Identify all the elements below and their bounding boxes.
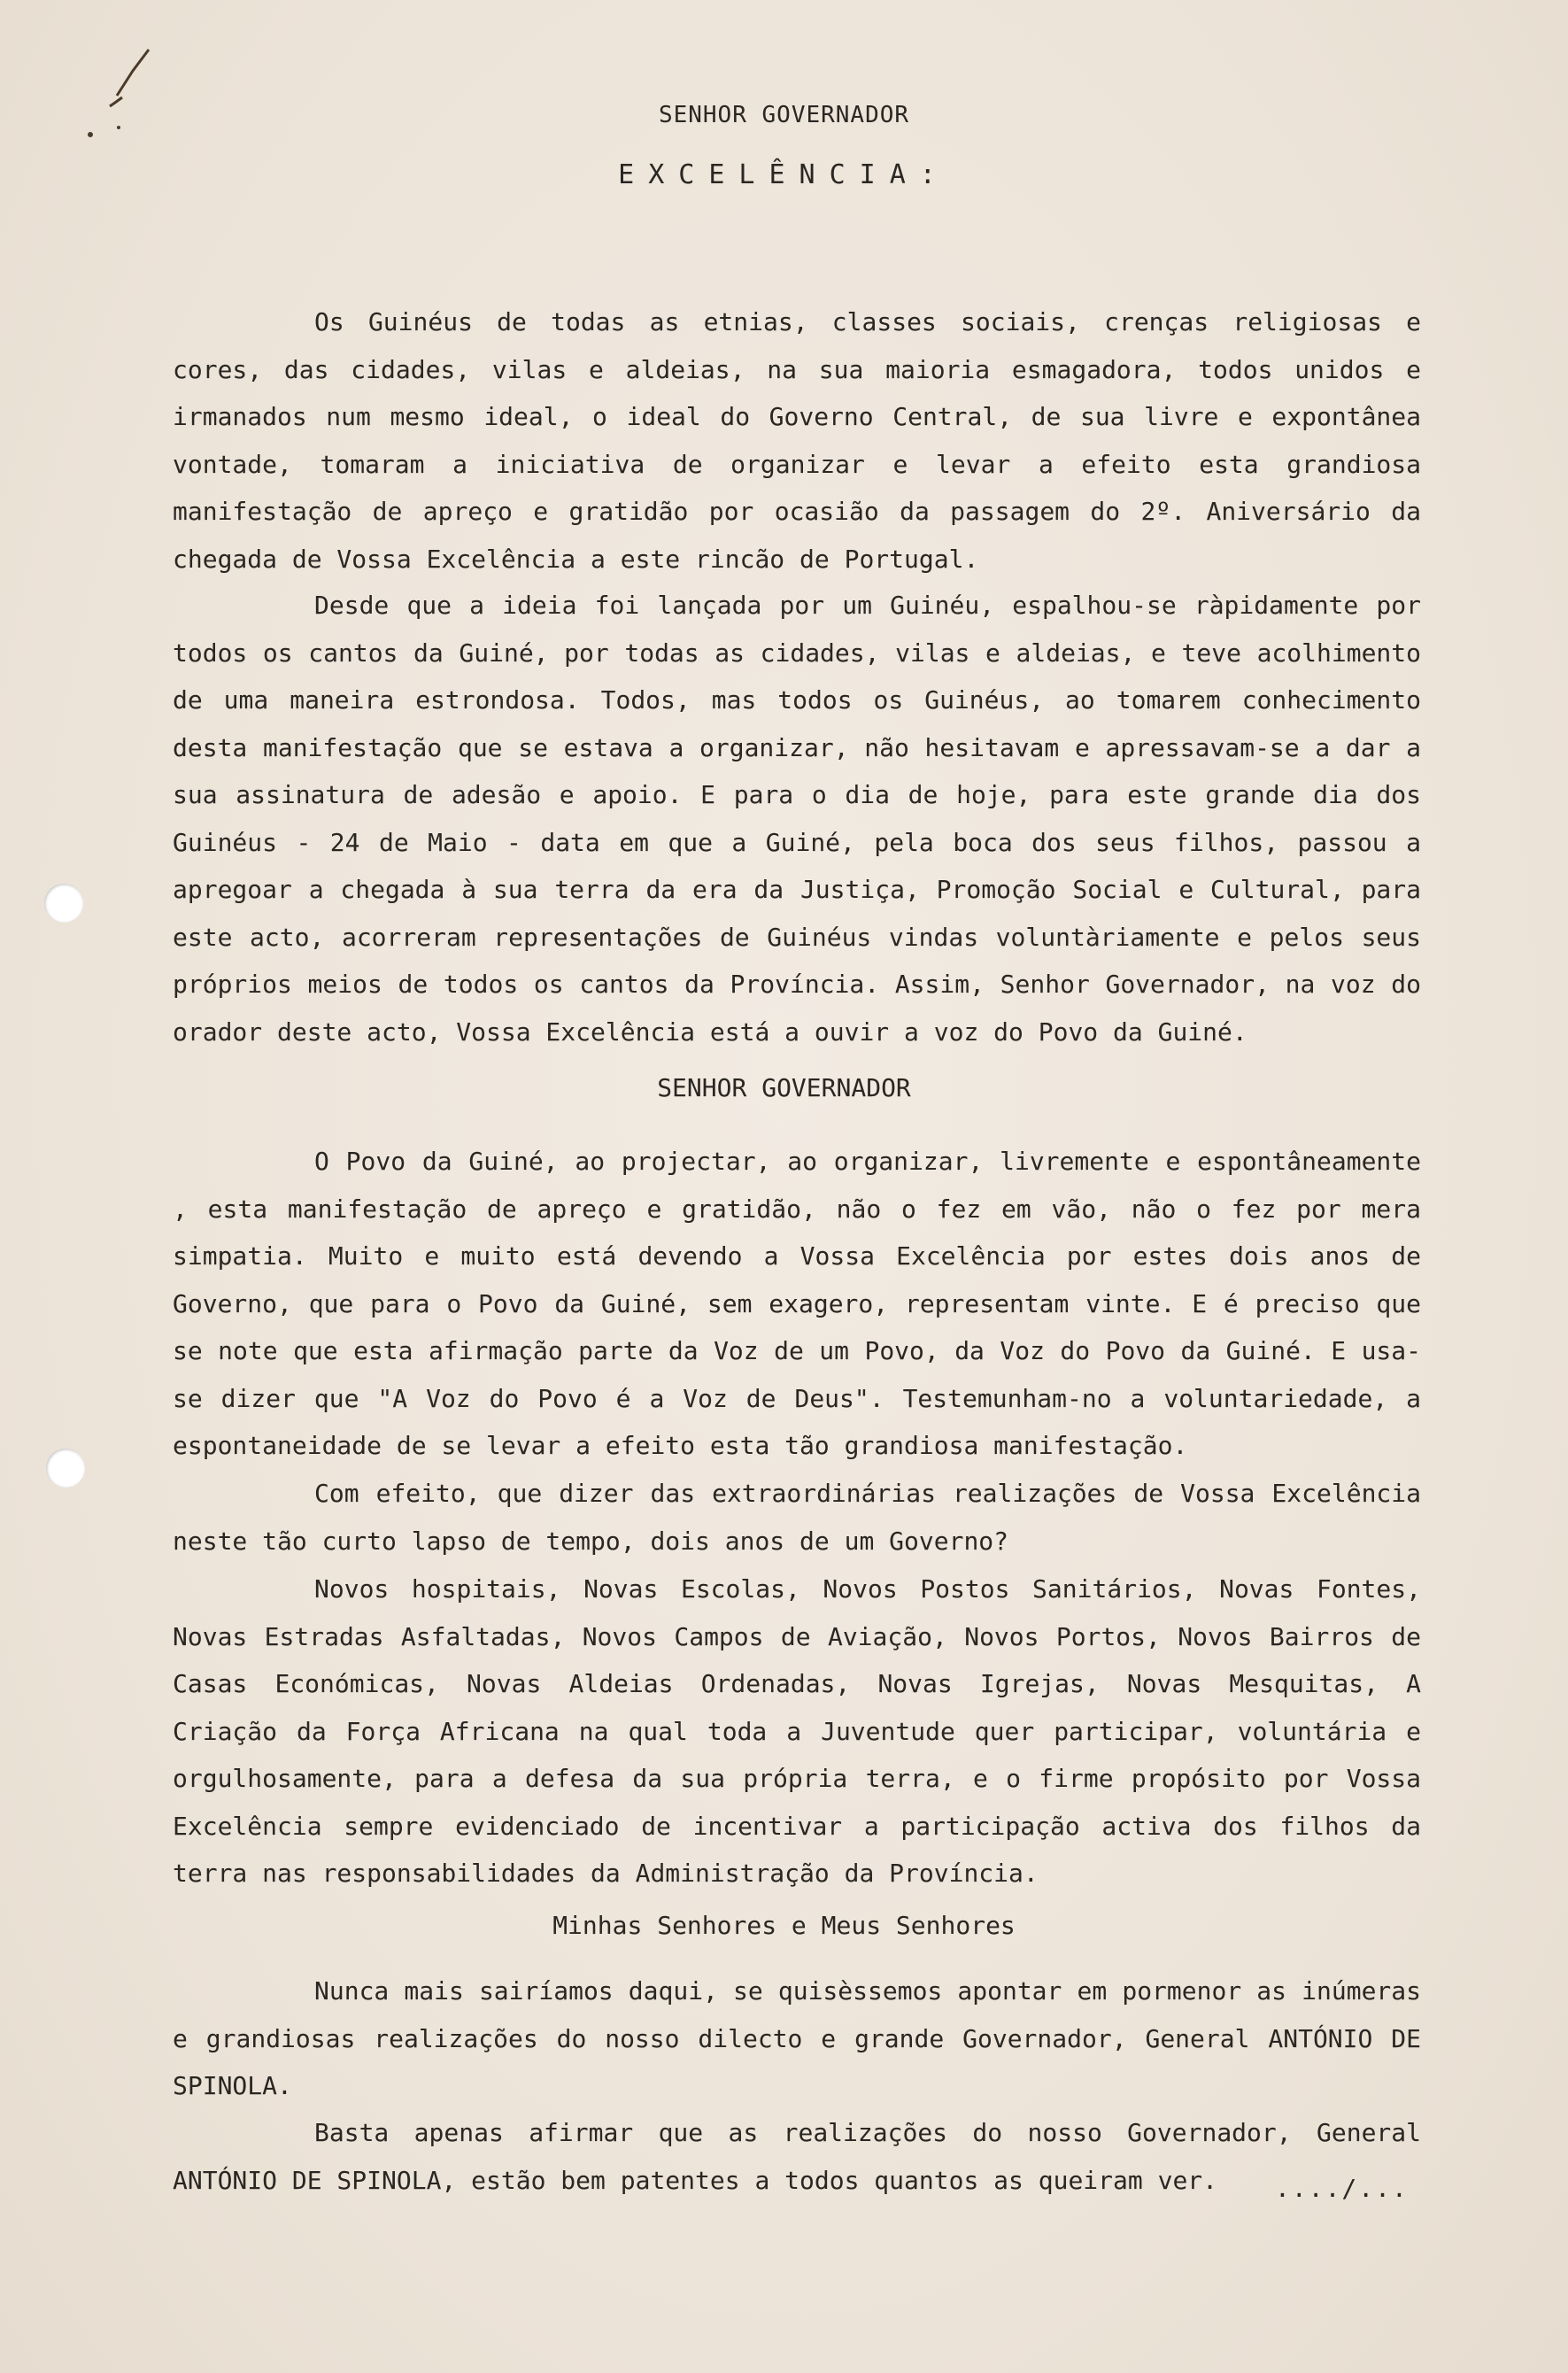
paragraph-4: Com efeito, que dizer das extraordinárias realizações de Vossa Excelência neste tão curto lapso de tempo, dois anos de um Governo?	[173, 1479, 1421, 1556]
paragraph-5: Novos hospitais, Novas Escolas, Novos Postos Sanitários, Novas Fontes, Novas Estradas Asfaltadas, Novos Campos de Aviação, Novos Portos, Novos Bairros de Casas Económicas, Novas Aldeias Ordenadas, Novas Igrejas, Novas Mesquitas, A Criação da Força Africana na qual toda a Juventude quer participar, voluntária e orgulhosamente, para a defesa da sua própria terra, e o firme propósito por Vossa Excelência sempre evidenciado de incentivar a participação activa dos filhos da terra nas responsabilidades da Administração da Província.	[173, 1574, 1421, 1888]
ink-mark	[71, 44, 159, 151]
salutation-excelencia: EXCELÊNCIA:	[618, 159, 950, 190]
paragraph-1: Os Guinéus de todas as etnias, classes sociais, crenças religiosas e cores, das cidades, vilas e aldeias, na sua maioria esmagadora, todos unidos e irmanados num mesmo ideal, o ideal do Governo Central, de sua livre e expontânea vontade, tomaram a iniciativa de organizar e levar a efeito esta grandiosa manifestação de apreço e gratidão por ocasião da passagem do 2º. Aniversário da chegada de Vossa Excelência a este rincão de Portugal.	[173, 307, 1421, 574]
punch-hole-top	[44, 884, 83, 923]
paragraph-2: Desde que a ideia foi lançada por um Guinéu, espalhou-se ràpidamente por todos os cantos da Guiné, por todas as cidades, vilas e aldeias, e teve acolhimento de uma maneira estrondosa. Todos, mas todos os Guinéus, ao tomarem conhecimento desta manifestação que se estava a organizar, não hesitavam e apressavam-se a dar a sua assinatura de adesão e apoio. E para o dia de hoje, para este grande dia dos Guinéus - 24 de Maio - data em que a Guiné, pela boca dos seus filhos, passou a apregoar a chegada à sua terra da era da Justiça, Promoção Social e Cultural, para este acto, acorreram representações de Guinéus vindas voluntàriamente e pelos seus próprios meios de todos os cantos da Província. Assim, Senhor Governador, na voz do orador deste acto, Vossa Excelência está a ouvir a voz do Povo da Guiné.	[173, 591, 1421, 1047]
paragraph-6: Nunca mais sairíamos daqui, se quisèssemos apontar em pormenor as inúmeras e grandiosas realizações do nosso dilecto e grande Governador, General ANTÓNIO DE SPINOLA.	[173, 1976, 1421, 2100]
subheading-minhas-senhores: Minhas Senhores e Meus Senhores	[552, 1911, 1016, 1940]
paragraph-7: Basta apenas afirmar que as realizações do nosso Governador, General ANTÓNIO DE SPINOLA, estão bem patentes a todos quantos as queiram ver.	[173, 2118, 1421, 2195]
heading-senhor-governador-2: SENHOR GOVERNADOR	[657, 1073, 911, 1102]
continuation-mark: ..../...	[1275, 2174, 1409, 2203]
paragraph-3: O Povo da Guiné, ao projectar, ao organizar, livremente e espontâneamente , esta manifestação de apreço e gratidão, não o fez em vão, não o fez por mera simpatia. Muito e muito está devendo a Vossa Excelência por estes dois anos de Governo, que para o Povo da Guiné, sem exagero, representam vinte. E é preciso que se note que esta afirmação parte da Voz de um Povo, da Voz do Povo da Guiné. E usa-se dizer que "A Voz do Povo é a Voz de Deus". Testemunham-no a voluntariedade, a espontaneidade de se levar a efeito esta tão grandiosa manifestação.	[173, 1147, 1421, 1460]
punch-hole-bottom	[46, 1449, 85, 1488]
heading-senhor-governador: SENHOR GOVERNADOR	[658, 102, 910, 128]
